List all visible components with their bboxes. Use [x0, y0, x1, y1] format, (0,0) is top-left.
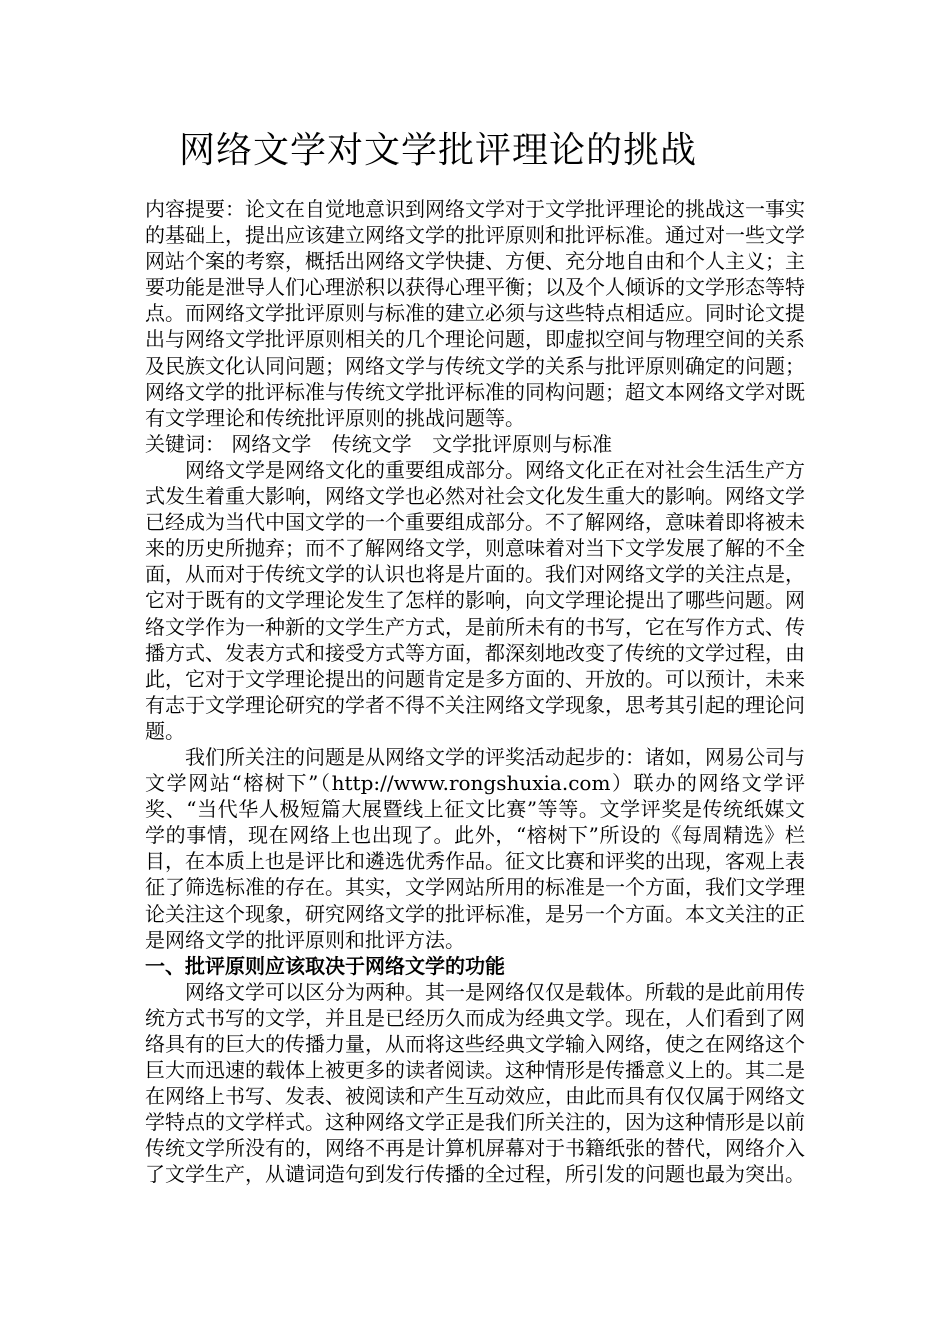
keyword: 传统文学 — [331, 431, 412, 456]
section-heading: 一、批评原则应该取决于网络文学的功能 — [145, 953, 505, 978]
document-page — [145, 128, 805, 1188]
keyword: 网络文学 — [231, 431, 312, 456]
keywords-line — [145, 431, 805, 457]
abstract-paragraph: 内容提要：论文在自觉地意识到网络文学对于文学批评理论的挑战这一事实的基础上，提出应该建立网络文学的批评原则和批评标准。通过对一些文学网站个案的考察，概括出网络文学快捷、方便、充分地自由和个人主义；主要功能是泄导人们心理淤积以获得心理平衡；以及个人倾诉的文学形态等特点。而网络文学批评原则与标准的建立必须与这些特点相适应。同时论文提出与网络文学批评原则相关的几个理论问题，即虚拟空间与物理空间的关系及民族文化认同问题；网络文学与传统文学的关系与批评原则确定的问题；网络文学的批评标准与传统文学批评标准的同构问题；超文本网络文学对既有文学理论和传统批评原则的挑战问题等。 — [145, 197, 805, 430]
keywords-label: 关键词： — [145, 431, 225, 456]
section-paragraph: 网络文学可以区分为两种。其一是网络仅仅是载体。所载的是此前用传统方式书写的文学，并且是已经历久而成为经典文学。现在，人们看到了网络具有的巨大的传播力量，从而将这些经典文学输入网络，使之在网络这个巨大而迅速的载体上被更多的读者阅读。这种情形是传播意义上的。其二是在网络上书写、发表、被阅读和产生互动效应，由此而具有仅仅属于网络文学特点的文学样式。这种网络文学正是我们所关注的，因为这种情形是以前传统文学所没有的，网络不再是计算机屏幕对于书籍纸张的替代，网络介入了文学生产，从谴词造句到发行传播的全过程，所引发的问题也最为突出。 — [145, 979, 805, 1187]
body-paragraph-1: 网络文学是网络文化的重要组成部分。网络文化正在对社会生活生产方式发生着重大影响，网络文学也必然对社会文化发生重大的影响。网络文学已经成为当代中国文学的一个重要组成部分。不了解网络，意味着即将被未来的历史所抛弃；而不了解网络文学，则意味着对当下文学发展了解的不全面，从而对于传统文学的认识也将是片面的。我们对网络文学的关注点是，它对于既有的文学理论发生了怎样的影响，向文学理论提出了哪些问题。网络文学作为一种新的文学生产方式，是前所未有的书写，它在写作方式、传播方式、发表方式和接受方式等方面，都深刻地改变了传统的文学过程，由此，它对于文学理论提出的问题肯定是多方面的、开放的。可以预计，未来有志于文学理论研究的学者不得不关注网络文学现象，思考其引起的理论问题。 — [145, 457, 805, 743]
document-title: 网络文学对文学批评理论的挑战 — [179, 130, 698, 171]
body-paragraph-2: 我们所关注的问题是从网络文学的评奖活动起步的：诸如，网易公司与文学网站“榕树下”（http://www.rongshuxia.com）联办的网络文学评奖、“当代华人极短篇大展暨线上征文比赛”等等。文学评奖是传统纸媒文学的事情，现在网络上也出现了。此外，“榕树下”所设的《每周精选》栏目，在本质上也是评比和遴选优秀作品。征文比赛和评奖的出现，客观上表征了筛选标准的存在。其实，文学网站所用的标准是一个方面，我们文学理论关注这个现象，研究网络文学的批评标准，是另一个方面。本文关注的正是网络文学的批评原则和批评方法。 — [145, 744, 805, 952]
keyword: 文学批评原则与标准 — [432, 431, 613, 456]
